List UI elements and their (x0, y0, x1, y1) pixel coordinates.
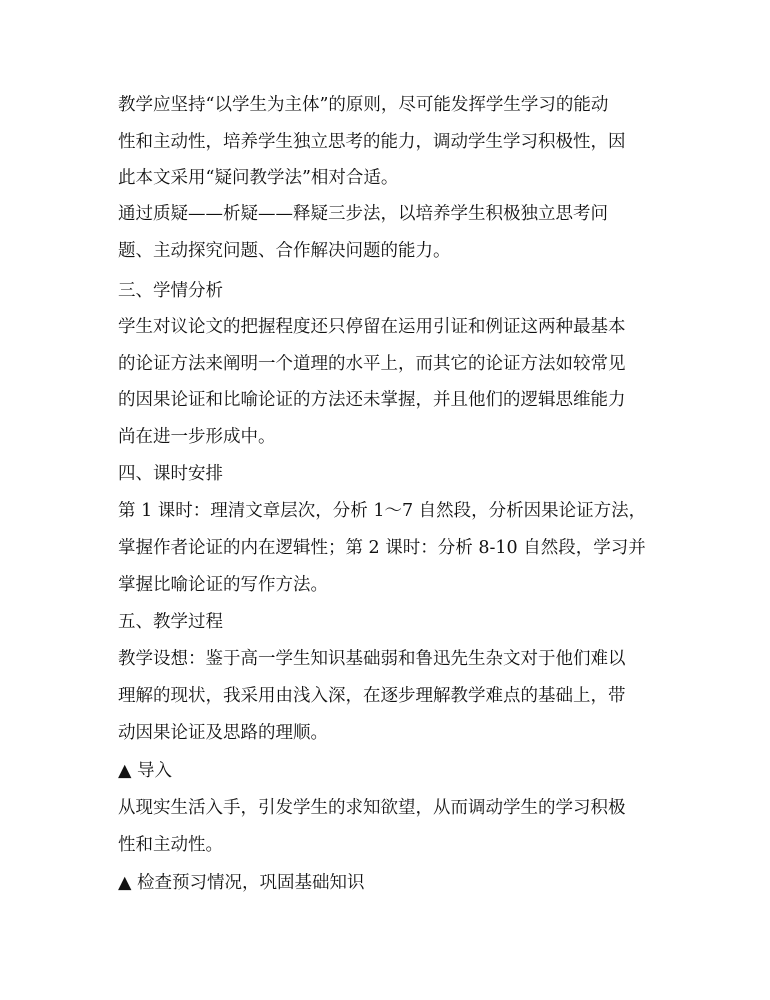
paragraph-line: 教学应坚持“以学生为主体”的原则，尽可能发挥学生学习的能动 (118, 95, 609, 115)
bullet-heading: ▲ 导入 (118, 761, 173, 781)
paragraph-line: 性和主动性。 (118, 835, 223, 855)
paragraph-line: 此本文采用“疑问教学法”相对合适。 (118, 168, 399, 188)
paragraph-line: 动因果论证及思路的理顺。 (118, 723, 328, 743)
paragraph-line: 的论证方法来阐明一个道理的水平上，而其它的论证方法如较常见 (118, 354, 626, 374)
paragraph-line: 通过质疑——析疑——释疑三步法，以培养学生积极独立思考问 (118, 204, 608, 224)
bullet-heading: ▲ 检查预习情况，巩固基础知识 (118, 873, 365, 893)
paragraph-line: 教学设想：鉴于高一学生知识基础弱和鲁迅先生杂文对于他们难以 (118, 649, 626, 669)
section-heading: 五、教学过程 (118, 612, 223, 632)
paragraph-line: 题、主动探究问题、合作解决问题的能力。 (118, 241, 451, 261)
paragraph-line: 的因果论证和比喻论证的方法还未掌握，并且他们的逻辑思维能力 (118, 390, 626, 410)
paragraph-line: 尚在进一步形成中。 (118, 427, 276, 447)
paragraph-line: 学生对议论文的把握程度还只停留在运用引证和例证这两种最基本 (118, 317, 626, 337)
section-heading: 三、学情分析 (118, 281, 223, 301)
paragraph-line: 掌握作者论证的内在逻辑性；第 2 课时：分析 8-10 自然段，学习并 (118, 538, 646, 558)
section-heading: 四、课时安排 (118, 464, 223, 484)
paragraph-line: 理解的现状，我采用由浅入深，在逐步理解教学难点的基础上，带 (118, 686, 626, 706)
paragraph-line: 性和主动性，培养学生独立思考的能力，调动学生学习积极性，因 (118, 132, 626, 152)
paragraph-line: 掌握比喻论证的写作方法。 (118, 575, 328, 595)
paragraph-line: 第 1 课时：理清文章层次，分析 1～7 自然段，分析因果论证方法， (118, 501, 647, 521)
paragraph-line: 从现实生活入手，引发学生的求知欲望，从而调动学生的学习积极 (118, 798, 626, 818)
